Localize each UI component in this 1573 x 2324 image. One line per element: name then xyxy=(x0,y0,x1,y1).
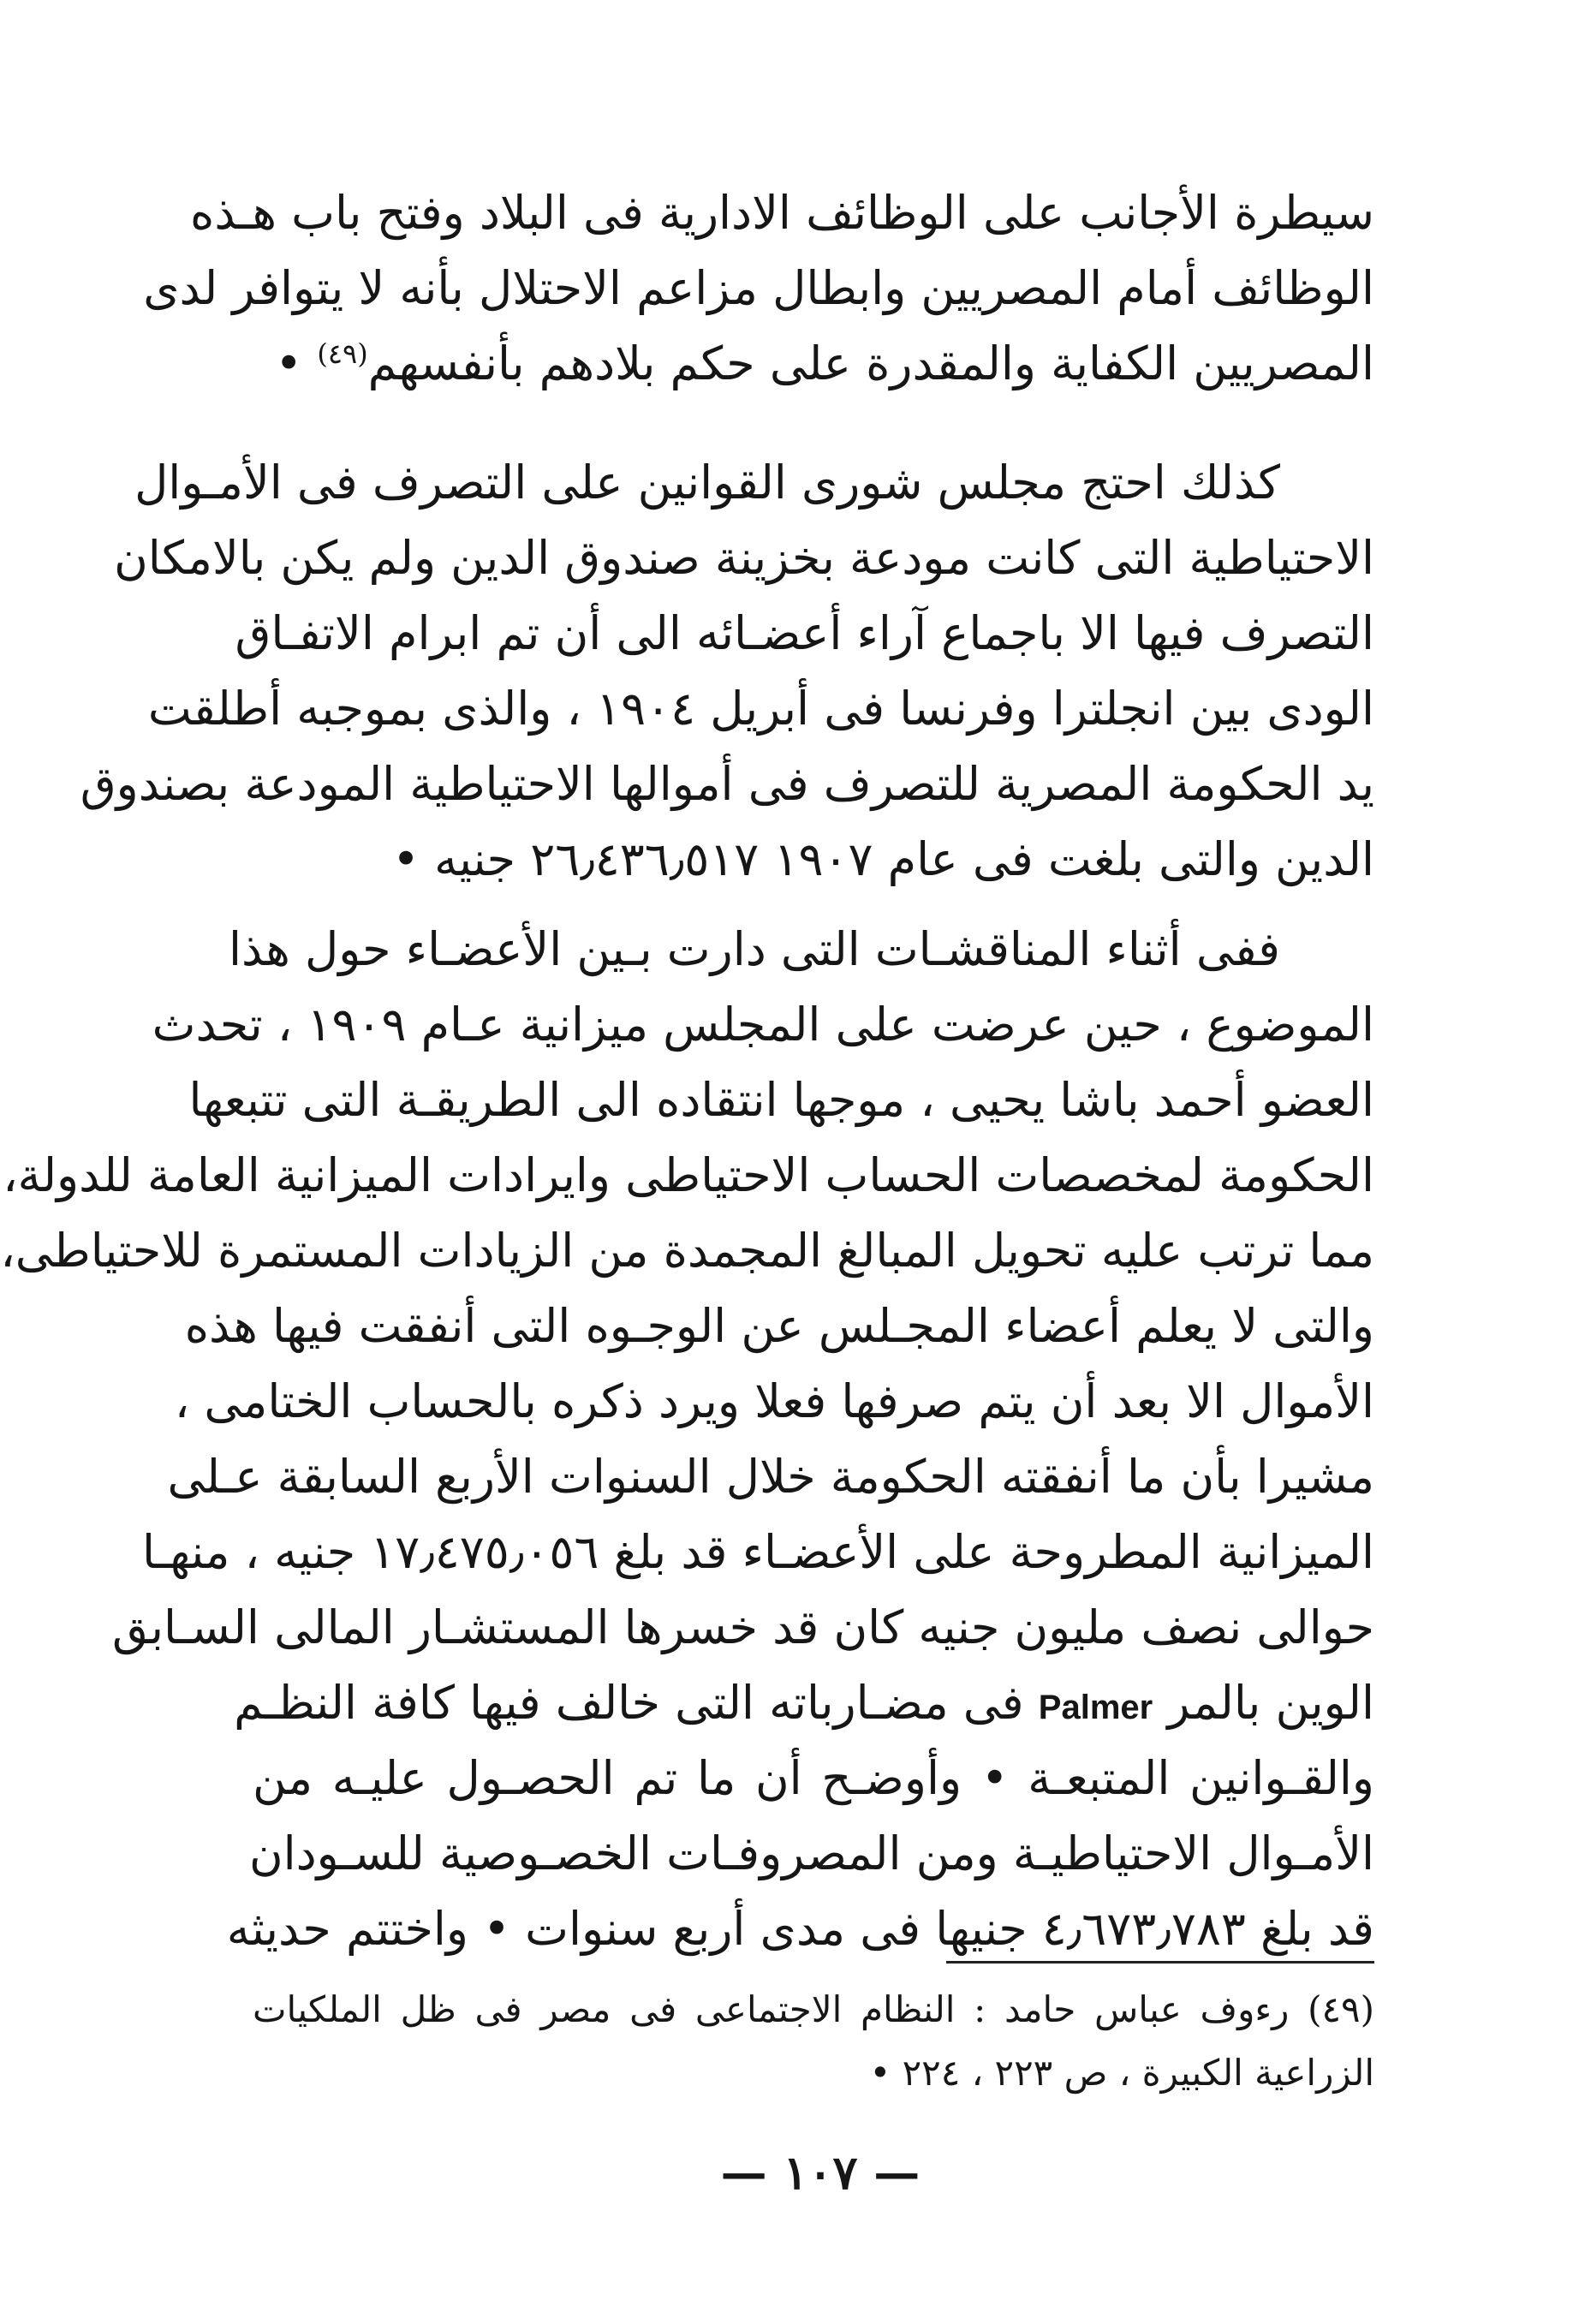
footnote-line: الزراعية الكبيرة ، ص ٢٢٣ ، ٢٢٤ • xyxy=(869,2052,1374,2094)
paragraph-3 xyxy=(0,912,1374,1967)
footnote-divider xyxy=(946,1961,1374,1963)
text-line: كذلك احتج مجلس شورى القوانين على التصرف فى الأمـوال xyxy=(134,456,1280,509)
text-line-with-latin xyxy=(234,1666,1374,1741)
text-line: الميزانية المطروحة على الأعضـاء قد بلغ ١٧٫٤٧٥٫٠٥٦ جنيه ، منهـا xyxy=(142,1525,1374,1579)
text-line: العضو أحمد باشا يحيى ، موجها انتقاده الى الطريقـة التى تتبعها xyxy=(188,1073,1374,1127)
paragraph-1 xyxy=(143,176,1374,402)
footnote-line: (٤٩) رءوف عباس حامد : النظام الاجتماعى فى مصر فى ظل الملكيات xyxy=(253,1988,1374,2030)
text-line: سيطرة الأجانب على الوظائف الادارية فى البلاد وفتح باب هـذه xyxy=(190,186,1374,240)
text-line: الوظائف أمام المصريين وابطال مزاعم الاحتلال بأنه لا يتوافر لدى xyxy=(143,261,1374,315)
text-line-prefix: الوين بالمر xyxy=(1167,1676,1374,1730)
footnote xyxy=(253,1978,1374,2105)
text-line: الدين والتى بلغت فى عام ١٩٠٧ ٢٦٫٤٣٦٫٥١٧ جنيه • xyxy=(392,832,1374,886)
end-mark: • xyxy=(275,337,303,390)
text-line: الحكومة لمخصصات الحساب الاحتياطى وايرادات الميزانية العامة للدولة، xyxy=(3,1148,1374,1202)
text-line: الاحتياطية التى كانت مودعة بخزينة صندوق الدين ولم يكن بالامكان xyxy=(114,531,1374,585)
page-number: — ١٠٧ — xyxy=(720,2145,921,2200)
text-line: التصرف فيها الا باجماع آراء أعضـائه الى أن تم ابرام الاتفـاق xyxy=(235,606,1374,660)
text-line-content: فى مضـارباته التى خالف فيها كافة النظـم xyxy=(234,1676,1024,1730)
text-line: ففى أثناء المناقشـات التى دارت بـين الأعضـاء حول هذا xyxy=(229,922,1280,976)
text-line: والتى لا يعلم أعضاء المجـلس عن الوجـوه التى أنفقت فيها هذه xyxy=(184,1299,1374,1353)
text-line: مشيرا بأن ما أنفقته الحكومة خلال السنوات الأربع السابقة عـلى xyxy=(167,1450,1374,1504)
text-line-with-note xyxy=(253,326,1374,402)
text-line: الأموال الا بعد أن يتم صرفها فعلا ويرد ذكره بالحساب الختامى ، xyxy=(174,1374,1374,1428)
text-line: الموضوع ، حين عرضت على المجلس ميزانية عـام ١٩٠٩ ، تحدث xyxy=(152,998,1374,1052)
text-line: مما ترتب عليه تحويل المبالغ المجمدة من الزيادات المستمرة للاحتياطى، xyxy=(0,1224,1374,1278)
footnote-reference: (٤٩) xyxy=(317,337,368,370)
latin-name: Palmer xyxy=(1038,1689,1153,1726)
paragraph-2 xyxy=(80,445,1374,897)
text-line: يد الحكومة المصرية للتصرف فى أموالها الاحتياطية المودعة بصندوق xyxy=(80,757,1374,811)
text-line-content: المصريين الكفاية والمقدرة على حكم بلادهم بأنفسهم xyxy=(367,337,1374,390)
text-line: الودى بين انجلترا وفرنسا فى أبريل ١٩٠٤ ، والذى بموجبه أطلقت xyxy=(147,682,1374,736)
text-line: والقـوانين المتبعـة • وأوضـح أن ما تم الحصـول عليـه من xyxy=(253,1751,1374,1805)
text-line: حوالى نصف مليون جنيه كان قد خسرها المستشـار المالى السـابق xyxy=(111,1600,1374,1654)
text-line: الأمـوال الاحتياطيـة ومن المصروفـات الخصـوصية للسـودان xyxy=(248,1826,1374,1880)
text-line: قد بلغ ٤٫٦٧٣٫٧٨٣ جنيها فى مدى أربع سنوات • واختتم حديثه xyxy=(226,1902,1374,1956)
